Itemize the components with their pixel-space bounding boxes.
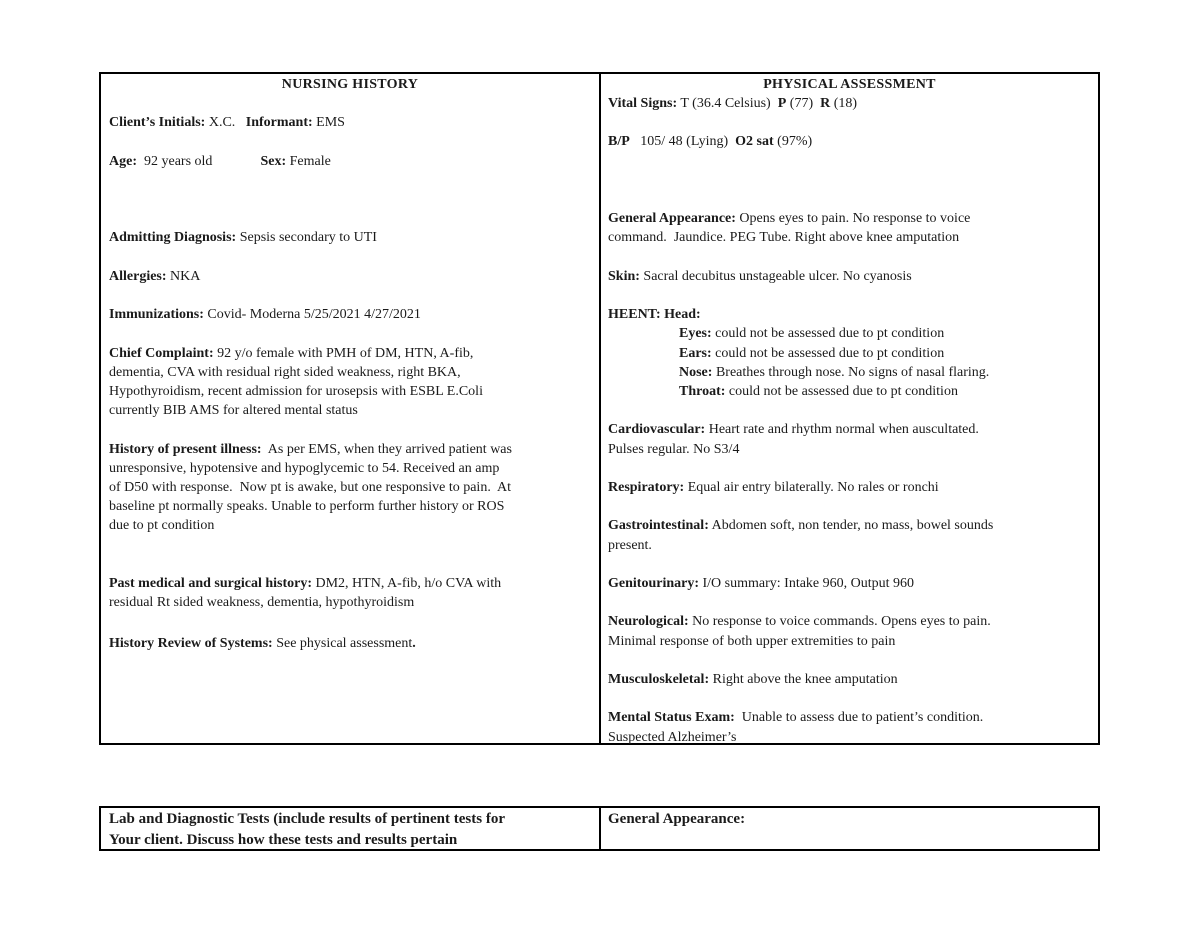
assessment-table xyxy=(99,72,1100,745)
respiratory: Respiratory: Equal air entry bilaterally. No rales or ronchi xyxy=(608,479,939,495)
review-of-systems: History Review of Systems: See physical assessment. xyxy=(109,635,416,651)
vital-signs: Vital Signs: T (36.4 Celsius) P (77) R (18) xyxy=(608,96,858,111)
lab-tests-table xyxy=(99,806,1100,851)
general-appearance-cell: General Appearance: xyxy=(608,811,746,827)
client-info-line: Client’s Initials: X.C. Informant: EMS xyxy=(109,115,345,131)
general-appearance: General Appearance: Opens eyes to pain. No response to voice command. Jaundice. PEG Tube. Right above knee amputation xyxy=(608,211,971,246)
genitourinary: Genitourinary: I/O summary: Intake 960, Output 960 xyxy=(608,575,915,591)
history-present-illness: History of present illness: As per EMS, when they arrived patient was unresponsive, hypotensive and hypoglycemic to 54. Received an amp of D50 with response. Now pt is awake, but one responsive to pain. At baseline pt normally speaks. Unable to perform further history or ROS due to pt condition xyxy=(109,441,512,534)
allergies: Allergies: NKA xyxy=(109,268,201,284)
cardiovascular: Cardiovascular: Heart rate and rhythm normal when auscultated. Pulses regular. No S3/4 xyxy=(608,422,979,457)
physical-assessment-column xyxy=(601,74,1098,743)
heent: HEENT: Head: Eyes: could not be assessed due to pt condition Ears: could not be assessed due to pt condition Nose: Breathes through nose. No signs of nasal flaring. Throat: could not be assessed due to pt condition xyxy=(608,307,990,399)
nursing-history-header: NURSING HISTORY xyxy=(281,77,419,92)
past-medical-history: Past medical and surgical history: DM2, HTN, A-fib, h/o CVA with residual Rt sided weakness, dementia, hypothyroidism xyxy=(109,575,502,611)
chief-complaint: Chief Complaint: 92 y/o female with PMH of DM, HTN, A-fib, dementia, CVA with residual right sided weakness, right BKA, Hypothyroidism, recent admission for urosepsis with ESBL E.Coli currently BIB AMS for altered mental status xyxy=(109,345,483,419)
age-sex-line: Age: 92 years old Sex: Female xyxy=(109,153,331,169)
skin: Skin: Sacral decubitus unstageable ulcer. No cyanosis xyxy=(608,268,912,284)
neurological: Neurological: No response to voice commands. Opens eyes to pain. Minimal response of both upper extremities to pain xyxy=(608,614,991,649)
gastrointestinal: Gastrointestinal: Abdomen soft, non tender, no mass, bowel sounds present. xyxy=(608,518,994,553)
mental-status-exam: Mental Status Exam: Unable to assess due to patient’s condition. Suspected Alzheimer’s xyxy=(608,710,984,745)
physical-assessment-header: PHYSICAL ASSESSMENT xyxy=(763,77,936,92)
blood-pressure: B/P 105/ 48 (Lying) O2 sat (97%) xyxy=(608,134,813,150)
lab-tests-cell: Lab and Diagnostic Tests (include results of pertinent tests for Your client. Discuss how these tests and results pertain xyxy=(101,808,601,849)
musculoskeletal: Musculoskeletal: Right above the knee amputation xyxy=(608,671,898,687)
admitting-diagnosis: Admitting Diagnosis: Sepsis secondary to UTI xyxy=(109,230,377,246)
nursing-history-column xyxy=(101,74,601,743)
immunizations: Immunizations: Covid- Moderna 5/25/2021 4/27/2021 xyxy=(109,307,421,323)
